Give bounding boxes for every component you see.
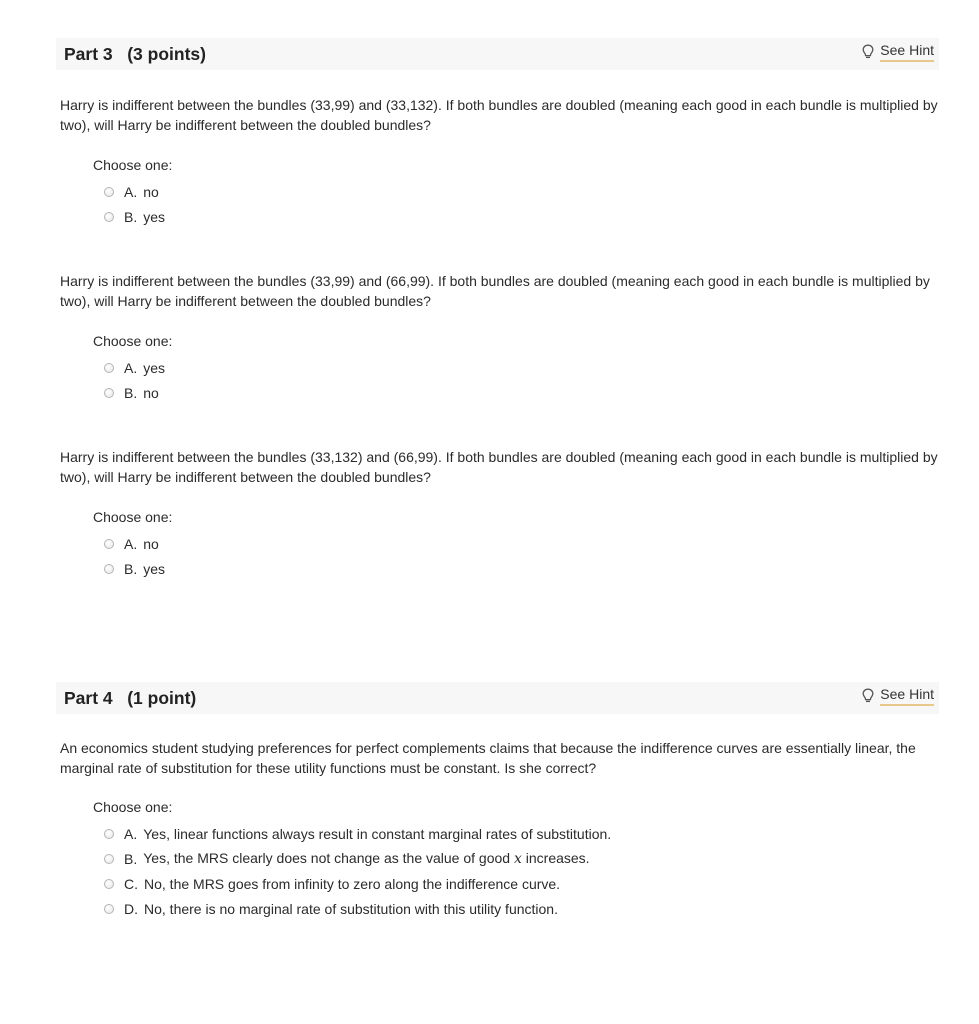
part4-question-text: An economics student studying preferences for perfect complements claims that because the indifference curves are essentially linear, the marginal rate of substitution for these utility functions must be constant. Is she correct? <box>60 740 916 776</box>
radio-button[interactable] <box>104 564 114 574</box>
option-text: no <box>143 384 159 401</box>
part3-q3-option-a[interactable] <box>104 531 165 556</box>
part4-options <box>104 821 611 921</box>
part4-header <box>56 682 939 714</box>
part3-q2-option-b[interactable] <box>104 380 165 405</box>
part4-see-hint-button[interactable] <box>862 685 934 707</box>
part3-question-1-text: Harry is indifferent between the bundles (33,99) and (33,132). If both bundles are doubled (meaning each good in each bundle is multiplied by two), will Harry be indifferent between the doubled bundles? <box>60 97 938 133</box>
part3-question-3-text: Harry is indifferent between the bundles (33,132) and (66,99). If both bundles are doubled (meaning each good in each bundle is multiplied by two), will Harry be indifferent between the doubled bundles? <box>60 449 938 485</box>
part3-q1-option-a[interactable] <box>104 179 165 204</box>
part3-title: Part 3 (3 points) <box>64 44 206 64</box>
radio-button[interactable] <box>104 388 114 398</box>
part3-q1-options <box>104 179 165 229</box>
part3-q1-option-b[interactable] <box>104 204 165 229</box>
option-letter: B. <box>124 850 138 867</box>
part3-q3-options <box>104 531 165 581</box>
part3-q2-option-a[interactable] <box>104 355 165 380</box>
lightbulb-icon <box>862 688 874 704</box>
part3-see-hint-label[interactable]: See Hint <box>880 42 934 62</box>
radio-button[interactable] <box>104 829 114 839</box>
option-text: Yes, linear functions always result in constant marginal rates of substitution. <box>143 825 612 842</box>
part4-option-a[interactable] <box>104 821 611 846</box>
part3-question-2-text: Harry is indifferent between the bundles (33,99) and (66,99). If both bundles are doubled (meaning each good in each bundle is multiplied by two), will Harry be indifferent between the doubled bundles? <box>60 273 930 309</box>
part3-q2-choose-label: Choose one: <box>93 333 173 349</box>
part4-title: Part 4 (1 point) <box>64 688 197 708</box>
option-text: no <box>143 183 159 200</box>
option-text: yes <box>143 560 166 577</box>
option-text: yes <box>143 208 166 225</box>
option-letter: A. <box>124 183 138 200</box>
radio-button[interactable] <box>104 187 114 197</box>
option-letter: B. <box>124 208 138 225</box>
radio-button[interactable] <box>104 363 114 373</box>
radio-button[interactable] <box>104 212 114 222</box>
option-text-after: increases. <box>521 850 590 866</box>
part4-choose-label: Choose one: <box>93 799 173 815</box>
part4-option-c[interactable] <box>104 871 611 896</box>
option-text: yes <box>143 359 166 376</box>
math-variable-x: x <box>513 851 522 867</box>
option-letter: B. <box>124 384 138 401</box>
option-text <box>143 850 589 867</box>
option-text-before: Yes, the MRS clearly does not change as the value of good <box>143 850 514 866</box>
part3-q3-choose-label: Choose one: <box>93 509 173 525</box>
option-text: No, the MRS goes from infinity to zero along the indifference curve. <box>144 875 561 892</box>
part4-see-hint-label[interactable]: See Hint <box>880 686 934 706</box>
part3-q3-option-b[interactable] <box>104 556 165 581</box>
radio-button[interactable] <box>104 904 114 914</box>
part3-see-hint-button[interactable] <box>862 41 934 63</box>
part4-option-b[interactable] <box>104 846 611 871</box>
option-text: No, there is no marginal rate of substitution with this utility function. <box>144 900 558 917</box>
option-letter: A. <box>124 359 138 376</box>
radio-button[interactable] <box>104 854 114 864</box>
option-letter: A. <box>124 535 138 552</box>
option-letter: A. <box>124 825 138 842</box>
option-letter: D. <box>124 900 138 917</box>
part3-header <box>56 38 939 70</box>
part3-q1-choose-label: Choose one: <box>93 157 173 173</box>
lightbulb-icon <box>862 44 874 60</box>
radio-button[interactable] <box>104 539 114 549</box>
radio-button[interactable] <box>104 879 114 889</box>
part3-q2-options <box>104 355 165 405</box>
option-letter: B. <box>124 560 138 577</box>
part4-option-d[interactable] <box>104 896 611 921</box>
option-letter: C. <box>124 875 138 892</box>
option-text: no <box>143 535 159 552</box>
